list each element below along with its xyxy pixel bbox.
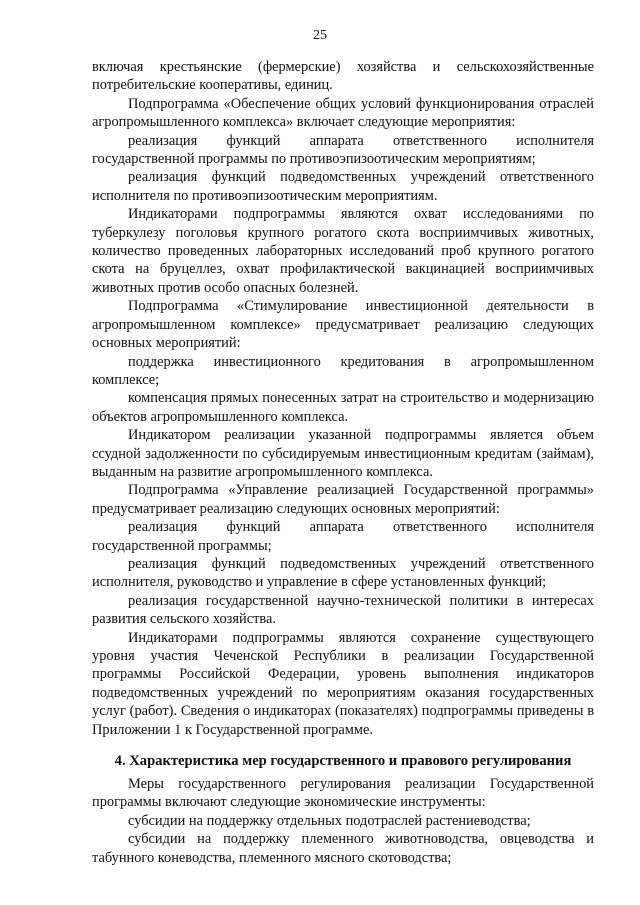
paragraph: Подпрограмма «Стимулирование инвестиционной деятельности в агропромышленном комплексе» предусматривает реализацию следующих основных мероприятий: [92, 298, 594, 352]
paragraph: Подпрограмма «Управление реализацией Государственной программы» предусматривает реализацию следующих основных мероприятий: [92, 482, 594, 517]
paragraph: включая крестьянские (фермерские) хозяйства и сельскохозяйственные потребительские кооперативы, единиц. [92, 59, 594, 94]
paragraph: поддержка инвестиционного кредитования в агропромышленном комплексе; [92, 353, 594, 388]
paragraph: реализация функций аппарата ответственного исполнителя государственной программы по противоэпизоотическим мероприятиям; [92, 132, 594, 168]
page-number: 25 [313, 28, 327, 43]
paragraph: Индикаторами подпрограммы являются охват исследованиями по туберкулезу поголовья крупного рогатого скота восприимчивых животных, количество проведенных лабораторных исследований проб крупного рогатого скота на бруцеллез, охват профилактической вакцинацией восприимчивых животных против особо опасных болезней. [92, 206, 594, 296]
paragraph: реализация функций подведомственных учреждений ответственного исполнителя, руководство и управление в сфере установленных функций; [92, 555, 594, 591]
section-heading: 4. Характеристика мер государственного и правового регулирования [114, 753, 572, 770]
paragraph: Подпрограмма «Обеспечение общих условий функционирования отраслей агропромышленного комплекса» включает следующие мероприятия: [92, 95, 594, 131]
paragraph: субсидии на поддержку отдельных подотраслей растениеводства; [128, 812, 531, 829]
paragraph: Индикатором реализации указанной подпрограммы является объем ссудной задолженности по субсидируемым инвестиционным кредитам (займам), выданным на развитие агропромышленного комплекса. [92, 427, 594, 480]
paragraph: реализация функций аппарата ответственного исполнителя государственной программы; [92, 519, 594, 554]
paragraph: Индикаторами подпрограммы являются сохранение существующего уровня участия Чеченской Республики в реализации Государственной программы Российской Федерации, уровень выполнения индикаторов подведомственных учреждений по мероприятиям оказания государственных услуг (работ). Сведения о индикаторах (показателях) подпрограммы приведены в Приложении 1 к Государственной программе. [92, 629, 594, 738]
paragraphs-before-heading [92, 58, 594, 739]
document-body [92, 58, 594, 867]
paragraph: субсидии на поддержку племенного животноводства, овцеводства и табунного коневодства, племенного мясного скотоводства; [92, 831, 594, 866]
paragraph: компенсация прямых понесенных затрат на строительство и модернизацию объектов агропромышленного комплекса. [92, 390, 594, 425]
paragraphs-after-heading [92, 775, 594, 867]
paragraph: Меры государственного регулирования реализации Государственной программы включают следующие экономические инструменты: [92, 776, 594, 811]
paragraph: реализация государственной научно-технической политики в интересах развития сельского хозяйства. [92, 592, 594, 628]
paragraph: реализация функций подведомственных учреждений ответственного исполнителя по противоэпизоотическим мероприятиям. [92, 169, 594, 204]
